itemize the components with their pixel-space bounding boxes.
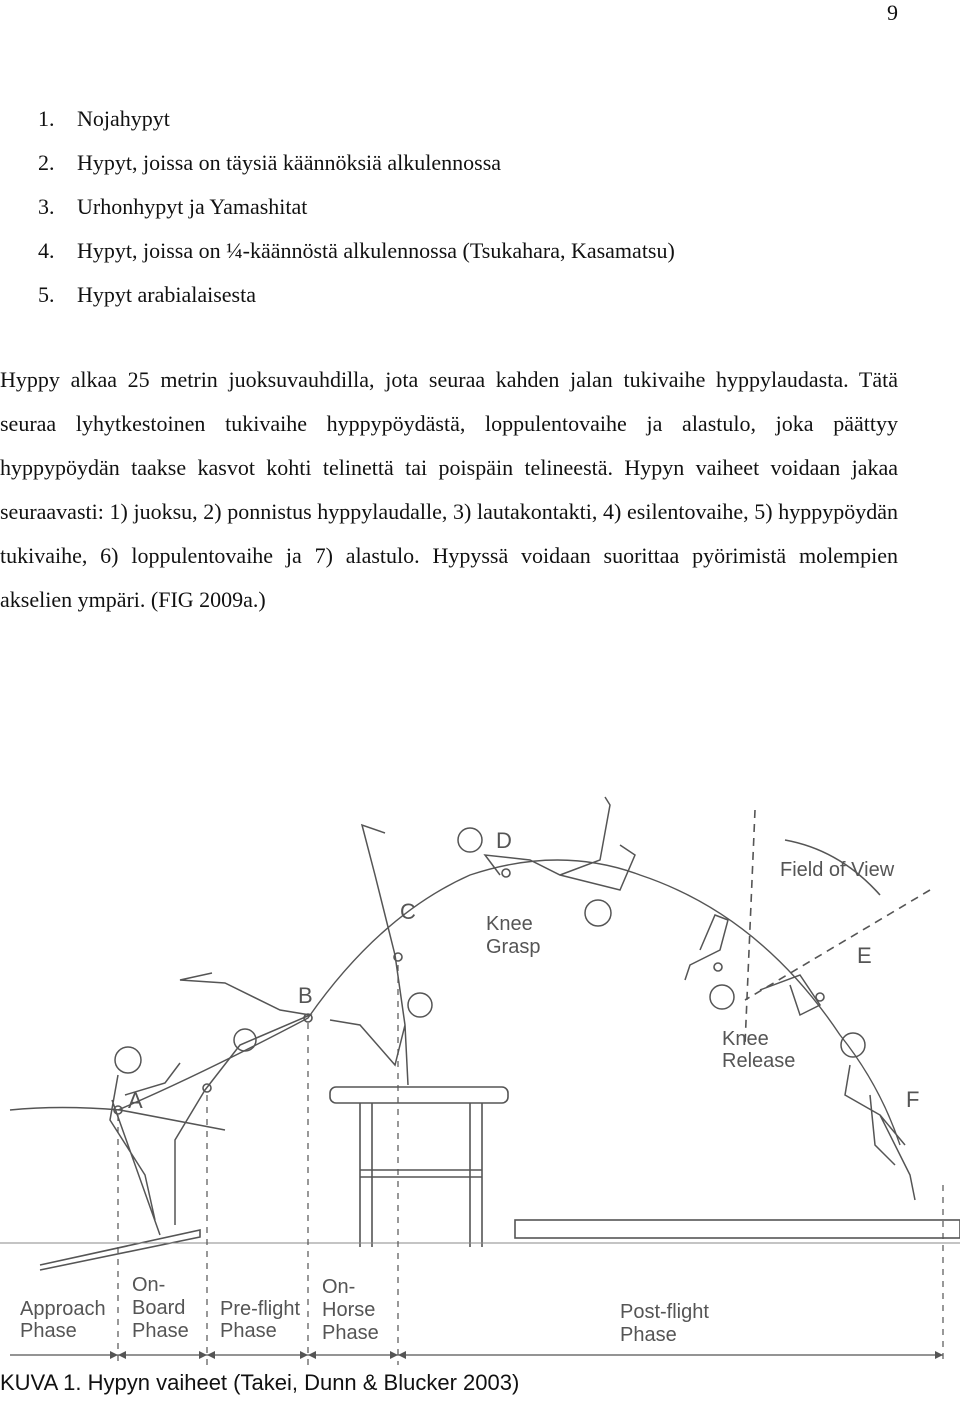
gymnast-figure-f: [841, 1033, 915, 1200]
vault-phases-figure: [0, 765, 960, 1375]
label-e: E: [857, 943, 872, 968]
gymnast-figure-knee-release: [685, 915, 820, 1015]
knee-release-label-1: Knee: [722, 1028, 769, 1050]
knee-grasp-label-2: Grasp: [486, 936, 541, 958]
field-of-view-label: Field of View: [780, 859, 895, 881]
body-paragraph: Hyppy alkaa 25 metrin juoksuvauhdilla, jota seuraa kahden jalan tukivaihe hyppylaudasta. Tätä seuraa lyhytkestoinen tukivaihe hyppypöydästä, loppulentovaihe ja alastulo, joka päättyy hyppypöydän taakse kasvot kohti telinettä tai poispäin telineestä. Hypyn vaiheet voidaan jakaa seuraavasti: 1) juoksu, 2) ponnistus hyppylaudalle, 3) lautakontakti, 4) esilentovaihe, 5) hyppypöydän tukivaihe, 6) loppulentovaihe ja 7) alastulo. Hypyssä voidaan suorittaa pyörimistä molempien akselien ympäri. (FIG 2009a.): [0, 367, 898, 612]
knee-grasp-label-1: Knee: [486, 913, 533, 935]
knee-release-label-2: Release: [722, 1050, 796, 1072]
phase-postflight-1: Post-flight: [620, 1301, 709, 1323]
phase-onboard-3: Phase: [132, 1320, 189, 1342]
figure-caption: KUVA 1. Hypyn vaiheet (Takei, Dunn & Blucker 2003): [0, 1370, 520, 1395]
phase-onboard-1: On-: [132, 1274, 166, 1296]
phase-onhorse-2: Horse: [322, 1299, 376, 1321]
label-a: A: [128, 1088, 143, 1113]
label-b: B: [298, 983, 313, 1008]
phase-preflight-1: Pre-flight: [220, 1298, 301, 1320]
page-number: 9: [887, 0, 898, 25]
flight-path: [118, 860, 900, 1145]
phase-onboard-2: Board: [132, 1297, 186, 1319]
field-of-view-vertical: [745, 810, 755, 1045]
phase-onhorse-3: Phase: [322, 1322, 379, 1344]
phase-onhorse-1: On-: [322, 1276, 356, 1298]
phase-postflight-2: Phase: [620, 1324, 677, 1346]
gymnast-figure-d: [458, 797, 635, 926]
springboard: [40, 1230, 200, 1270]
field-of-view-diagonal: [745, 890, 930, 1000]
gymnast-figure-c: [330, 825, 432, 1085]
phase-approach-1: Approach: [20, 1298, 106, 1320]
landing-mat: [515, 1220, 960, 1238]
phase-preflight-2: Phase: [220, 1320, 277, 1342]
vaulting-table: [330, 1087, 508, 1247]
label-c: C: [400, 899, 416, 924]
label-f: F: [906, 1087, 920, 1112]
label-d: D: [496, 828, 512, 853]
gymnast-figure-a: [110, 1047, 180, 1235]
gymnast-figure-b: [175, 973, 310, 1225]
phase-approach-2: Phase: [20, 1320, 77, 1342]
